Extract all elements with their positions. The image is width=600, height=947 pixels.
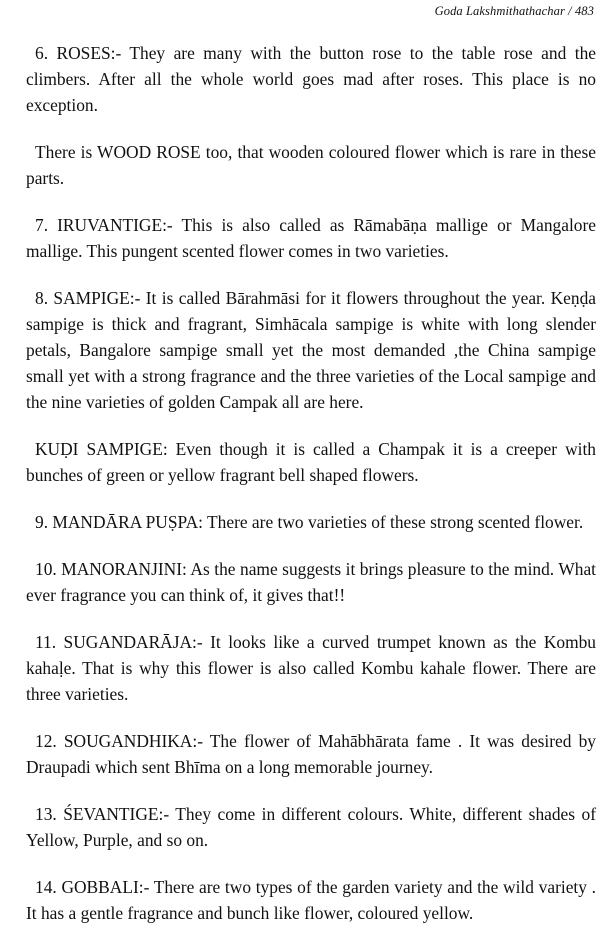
- paragraph-sougandhika: 12. SOUGANDHIKA:- The flower of Mahābhārata fame . It was desired by Draupadi which sent Bhīma on a long memorable journey.: [26, 731, 596, 777]
- paragraph-mandara-puspa: 9. MANDĀRA PUṢPA: There are two varieties of these strong scented flower.: [35, 512, 584, 532]
- paragraph-sampige: 8. SAMPIGE:- It is called Bārahmāsi for it flowers throughout the year. Keṇḍa sampige is thick and fragrant, Simhācala sampige is white with long slender petals, Bangalore sampige small yet the most demanded ,the China sampige small yet with a strong fragrance and the three varieties of the Local sampige and the nine varieties of golden Campak all are here.: [26, 288, 596, 412]
- paragraph-kudi-sampige: KUḌI SAMPIGE: Even though it is called a Champak it is a creeper with bunches of green or yellow fragrant bell shaped flowers.: [26, 439, 596, 485]
- body-text: [26, 40, 596, 947]
- running-head: Goda Lakshmithathachar / 483: [434, 4, 594, 18]
- paragraph-iruvantige: 7. IRUVANTIGE:- This is also called as Rāmabāṇa mallige or Mangalore mallige. This pungent scented flower comes in two varieties.: [26, 215, 596, 261]
- paragraph-wood-rose: There is WOOD ROSE too, that wooden coloured flower which is rare in these parts.: [26, 142, 596, 188]
- paragraph-roses: 6. ROSES:- They are many with the button rose to the table rose and the climbers. After all the whole world goes mad after roses. This place is no exception.: [26, 43, 596, 115]
- paragraph-gobbali: 14. GOBBALI:- There are two types of the garden variety and the wild variety . It has a gentle fragrance and bunch like flower, coloured yellow.: [26, 877, 596, 923]
- paragraph-sevantige: 13. ŚEVANTIGE:- They come in different colours. White, different shades of Yellow, Purple, and so on.: [26, 804, 596, 850]
- paragraph-sugandaraja: 11. SUGANDARĀJA:- It looks like a curved trumpet known as the Kombu kahaḷe. That is why this flower is also called Kombu kahale flower. There are three varieties.: [26, 632, 596, 704]
- paragraph-manoranjini: 10. MANORANJINI: As the name suggests it brings pleasure to the mind. What ever fragrance you can think of, it gives that!!: [26, 559, 596, 605]
